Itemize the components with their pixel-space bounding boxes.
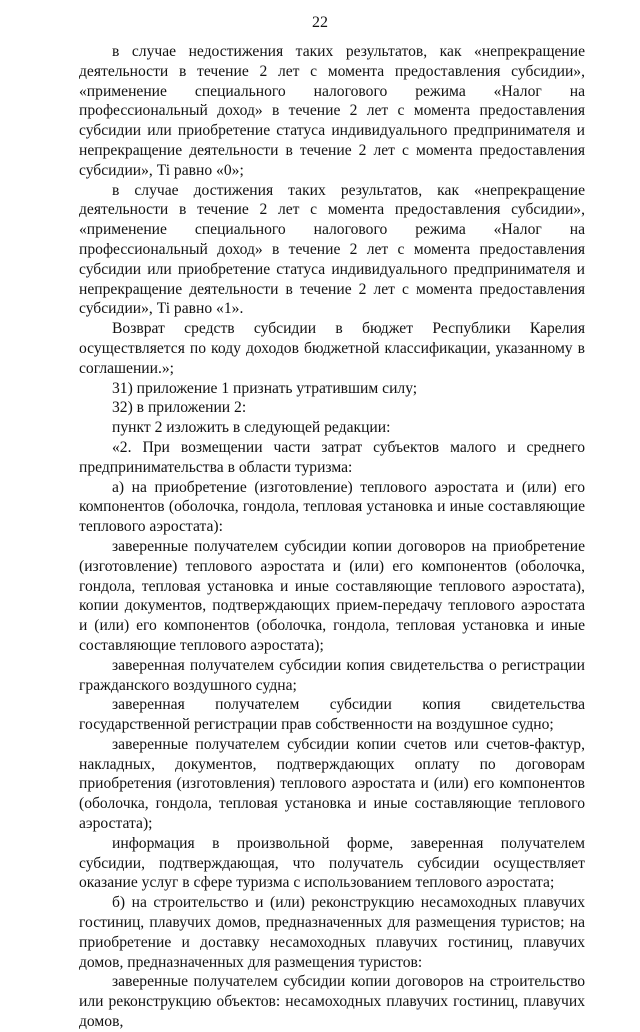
paragraph: заверенные получателем субсидии копии договоров на приобретение (изготовление) теплового аэростата и (или) его компонентов (оболочка, гондола, тепловая установка и иные составляющие теплового аэростата), копии документов, подтверждающих прием-передачу теплового аэростата и (или) его компонентов (оболочка, гондола, тепловая установка и иные составляющие теплового аэростата); (79, 537, 585, 654)
document-body (79, 42, 585, 1032)
paragraph: б) на строительство и (или) реконструкцию несамоходных плавучих гостиниц, плавучих домов, предназначенных для размещения туристов; на приобретение и доставку несамоходных плавучих гостиниц, плавучих домов, предназначенных для размещения туристов: (79, 894, 585, 971)
paragraph: Возврат средств субсидии в бюджет Республики Карелия осуществляется по коду доходов бюджетной классификации, указанному в соглашении.»; (79, 320, 585, 377)
paragraph: а) на приобретение (изготовление) теплового аэростата и (или) его компонентов (оболочка, гондола, тепловая установка и иные составляющие теплового аэростата): (79, 478, 585, 536)
paragraph: заверенные получателем субсидии копии договоров на строительство или реконструкцию объектов: несамоходных плавучих гостиниц, плавучих домов, (79, 973, 585, 1031)
paragraph: 31) приложение 1 признать утратившим силу; (112, 379, 418, 397)
paragraph: заверенная получателем субсидии копия свидетельства государственной регистрации прав собственности на воздушное судно; (79, 696, 585, 734)
page-number: 22 (312, 14, 328, 31)
paragraph: «2. При возмещении части затрат субъектов малого и среднего предпринимательства в области туризма: (79, 438, 585, 476)
paragraph: заверенные получателем субсидии копии счетов или счетов-фактур, накладных, документов, подтверждающих оплату по договорам приобретения (изготовления) теплового аэростата и (или) его компонентов (оболочка, гондола, тепловая установка и иные составляющие теплового аэростата); (79, 735, 585, 833)
paragraph: в случае достижения таких результатов, как «непрекращение деятельности в течение 2 лет с момента предоставления субсидии», «применение специального налогового режима «Налог на профессиональный доход» в течение 2 лет с момента предоставления субсидии или приобретение статуса индивидуального предпринимателя и непрекращение деятельности в течение 2 лет с момента предоставления субсидии», Ti равно «1». (79, 181, 585, 318)
paragraph: в случае недостижения таких результатов, как «непрекращение деятельности в течение 2 лет с момента предоставления субсидии», «применение специального налогового режима «Налог на профессиональный доход» в течение 2 лет с момента предоставления субсидии или приобретение статуса индивидуального предпринимателя и непрекращение деятельности в течение 2 лет с момента предоставления субсидии», Ti равно «0»; (79, 43, 585, 179)
paragraph: информация в произвольной форме, заверенная получателем субсидии, подтверждающая, что получатель субсидии осуществляет оказание услуг в сфере туризма с использованием теплового аэростата; (79, 834, 585, 892)
paragraph: заверенная получателем субсидии копия свидетельства о регистрации гражданского воздушного судна; (79, 656, 585, 694)
paragraph: пункт 2 изложить в следующей редакции: (112, 419, 391, 437)
paragraph: 32) в приложении 2: (112, 399, 247, 417)
